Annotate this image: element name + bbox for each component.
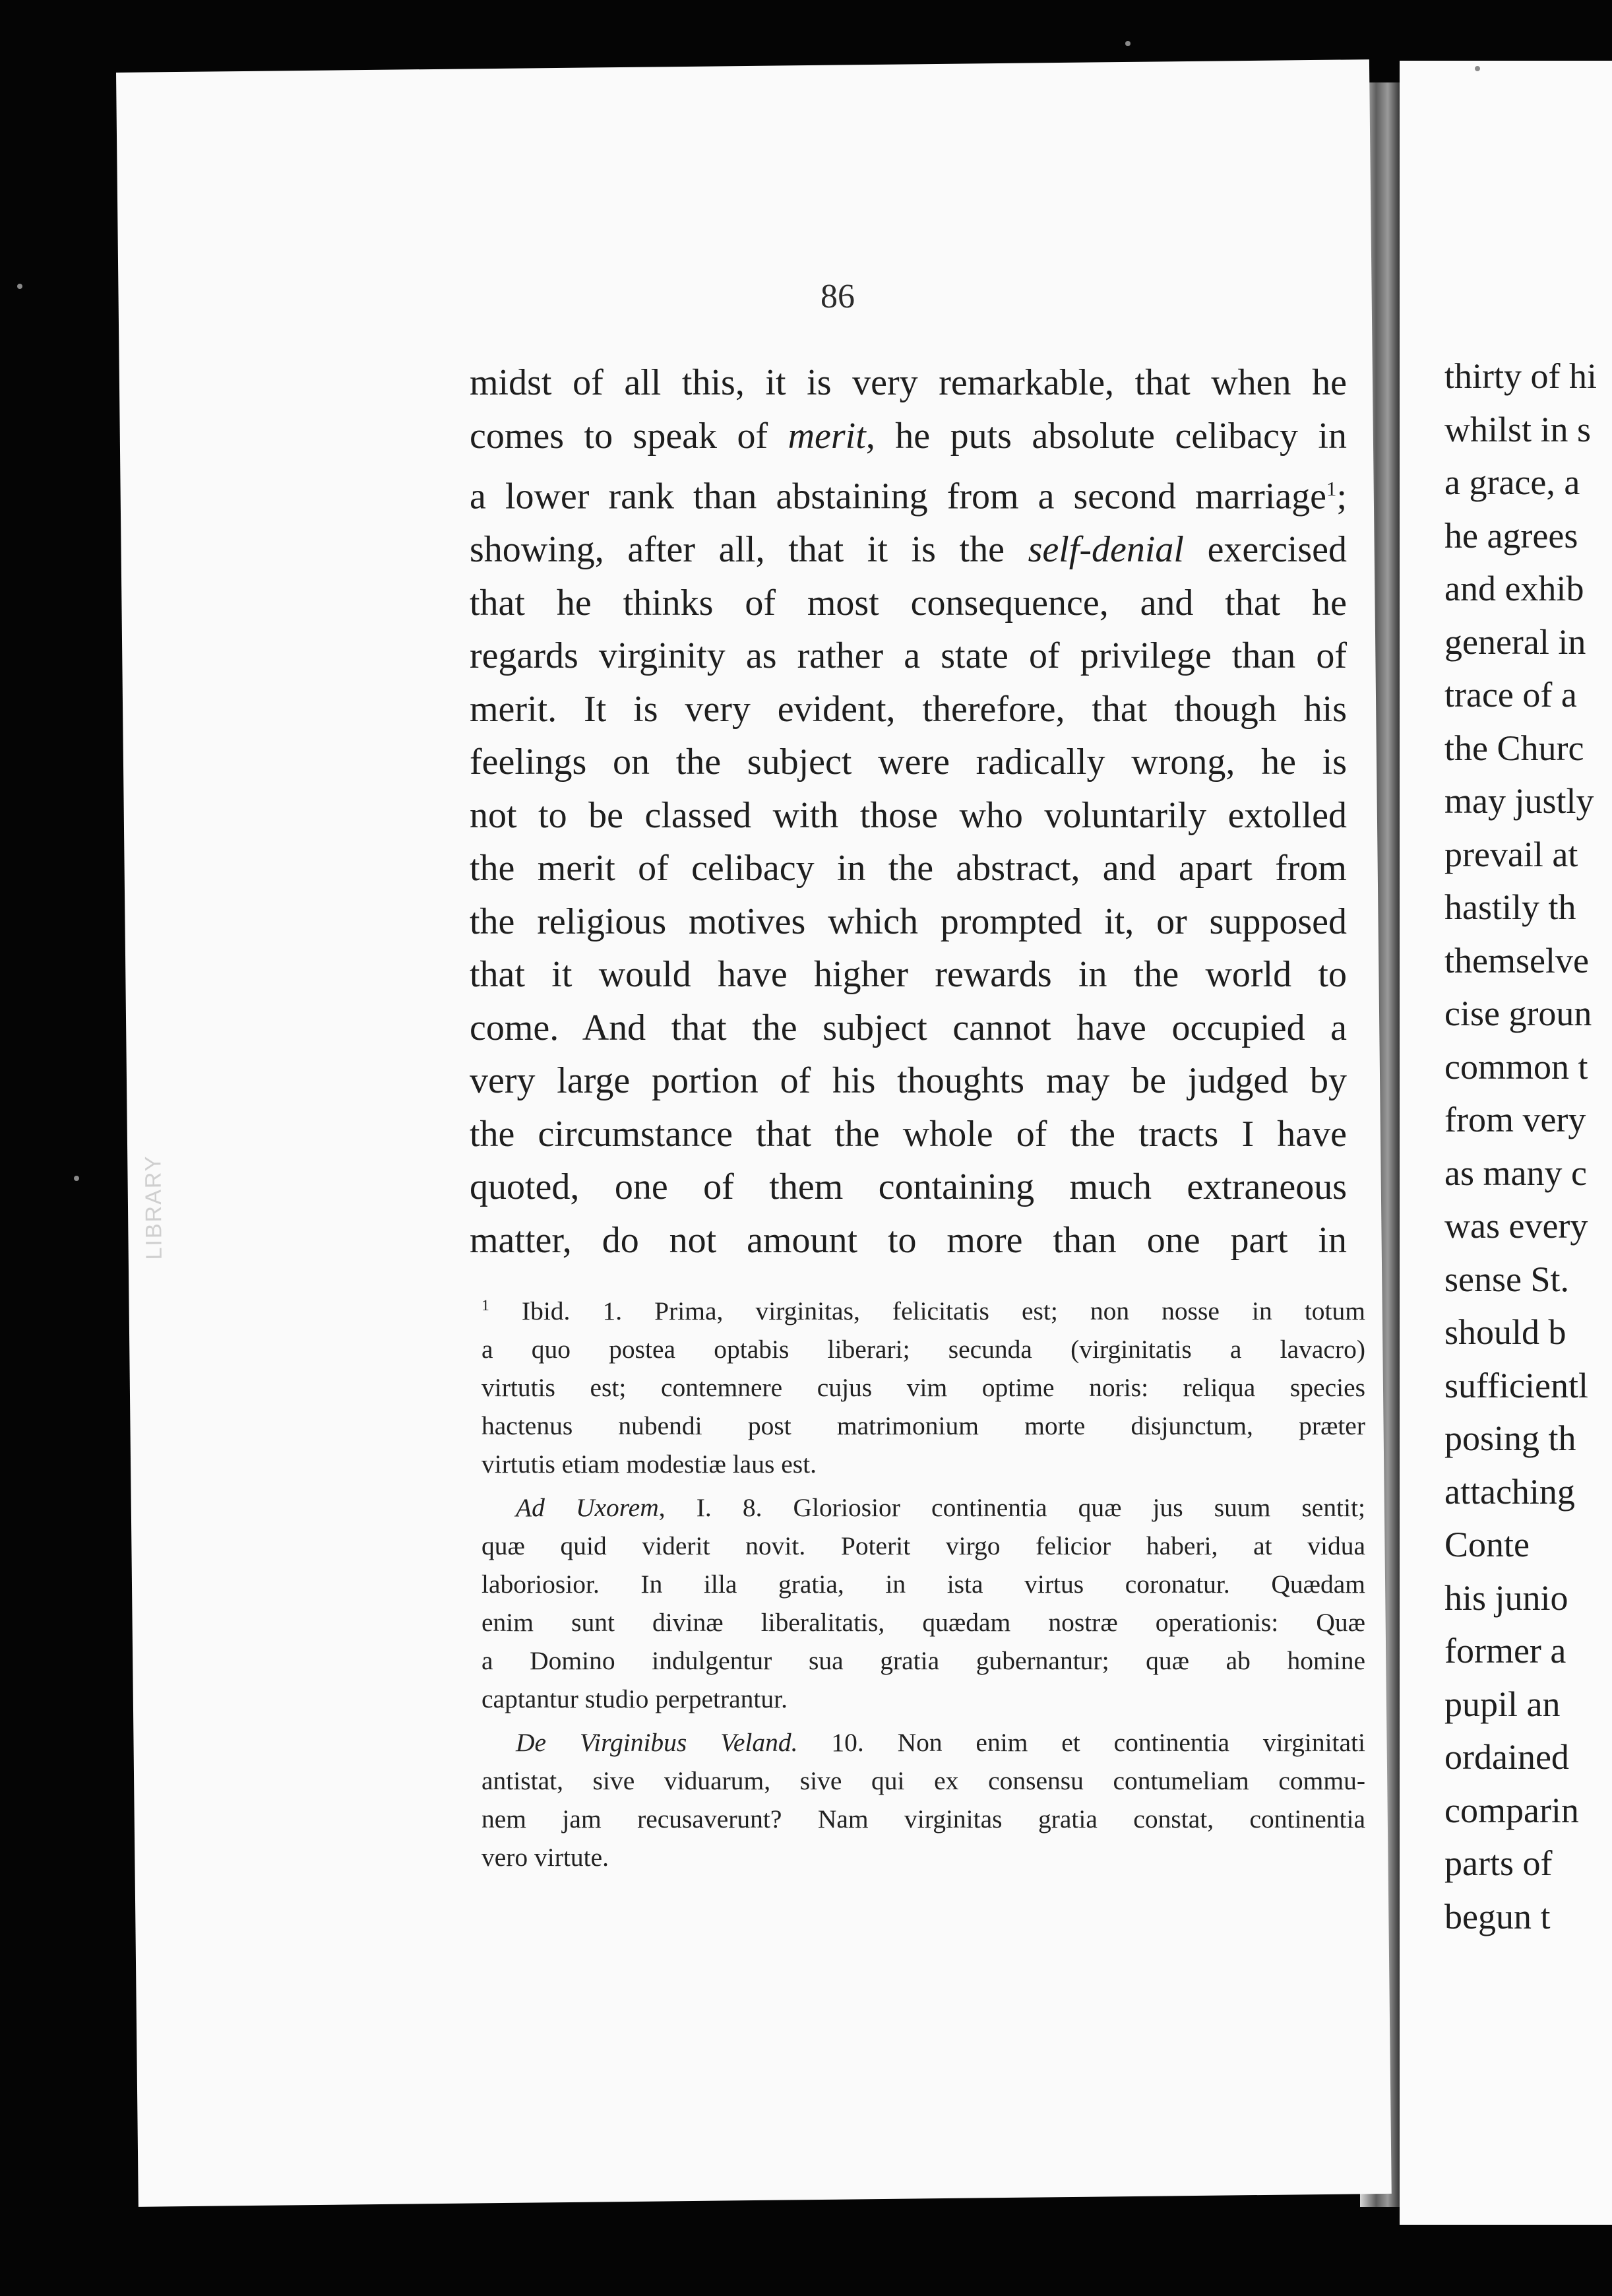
- facing-page-line: comparin: [1444, 1790, 1579, 1830]
- facing-page-line: themselve: [1444, 940, 1589, 980]
- text-run: comes to speak of: [470, 415, 788, 457]
- text-line: [470, 736, 1347, 789]
- facing-page-line: posing th: [1444, 1419, 1576, 1458]
- text-run: that he thinks of most consequence, and that he: [470, 582, 1347, 623]
- speck: [17, 284, 22, 289]
- footnote-line: [481, 1762, 1365, 1800]
- text-run: come. And that the subject cannot have occupied a: [470, 1007, 1347, 1048]
- facing-page-line: as many c: [1444, 1153, 1587, 1193]
- footnote-line: [481, 1680, 1365, 1718]
- text-run: quoted, one of them containing much extraneous: [470, 1166, 1347, 1208]
- text-run: very large portion of his thoughts may be judged by: [470, 1060, 1347, 1102]
- facing-page-line: prevail at: [1444, 834, 1578, 874]
- text-line: [470, 523, 1347, 577]
- facing-page-line: sufficientl: [1444, 1365, 1588, 1405]
- text-run: the religious motives which prompted it, or supposed: [470, 901, 1347, 942]
- text-run: exercised: [1183, 529, 1347, 571]
- text-run: , I. 8. Gloriosior continentia quæ jus suum sentit;: [658, 1493, 1365, 1523]
- footnote-line: [481, 1527, 1365, 1565]
- footnote-line: [481, 1838, 1365, 1876]
- text-run: quæ quid viderit novit. Poterit virgo felicior haberi, at vidua: [481, 1531, 1365, 1561]
- facing-page-line: sense St.: [1444, 1259, 1569, 1299]
- facing-page-line: ordained: [1444, 1737, 1569, 1777]
- footnote-line: [481, 1330, 1365, 1368]
- footnote-line: [481, 1642, 1365, 1680]
- facing-page-line: from very: [1444, 1100, 1586, 1139]
- italic-run: De Virginibus Veland.: [516, 1728, 798, 1758]
- text-run: the circumstance that the whole of the tracts I have: [470, 1113, 1347, 1155]
- facing-page-line: Conte: [1444, 1525, 1530, 1564]
- text-run: hactenus nubendi post matrimonium morte disjunctum, præter: [481, 1411, 1365, 1441]
- text-run: that it would have higher rewards in the world to: [470, 954, 1347, 996]
- facing-page-line: was every: [1444, 1206, 1588, 1246]
- text-run: captantur studio perpetrantur.: [481, 1684, 788, 1714]
- facing-page-line: and exhib: [1444, 569, 1584, 608]
- footnote-line: [481, 1445, 1365, 1483]
- facing-page-line: former a: [1444, 1631, 1566, 1671]
- footnote-line: [481, 1488, 1365, 1527]
- text-line: [470, 1214, 1347, 1267]
- text-line: [470, 789, 1347, 843]
- facing-page-line: he agrees: [1444, 515, 1578, 556]
- text-run: antistat, sive viduarum, sive qui ex consensu contumeliam commu-: [481, 1766, 1365, 1796]
- italic-run: self-denial: [1028, 529, 1184, 571]
- facing-page-line: thirty of hi: [1444, 356, 1597, 396]
- text-run: laboriosior. In illa gratia, in ista virtus coronatur. Quædam: [481, 1570, 1365, 1599]
- paragraph-gap: [481, 1718, 1365, 1723]
- library-stamp: LIBRARY: [140, 1155, 167, 1260]
- footnote-line: [481, 1287, 1365, 1330]
- speck: [1475, 66, 1480, 71]
- facing-page-line: begun t: [1444, 1896, 1551, 1936]
- paragraph-gap: [481, 1483, 1365, 1488]
- facing-page-line: trace of a: [1444, 675, 1577, 715]
- text-line: [470, 1161, 1347, 1214]
- text-run: nem jam recusaverunt? Nam virginitas gratia constat, continentia: [481, 1804, 1365, 1834]
- text-line: [470, 842, 1347, 895]
- text-run: regards virginity as rather a state of privilege than of: [470, 635, 1347, 677]
- text-run: matter, do not amount to more than one part in: [470, 1219, 1347, 1261]
- text-line: [470, 683, 1347, 736]
- footnotes-block: [481, 1287, 1365, 1876]
- facing-page-line: may justly: [1444, 781, 1594, 821]
- italic-run: merit: [788, 415, 866, 457]
- footnote-line: [481, 1407, 1365, 1445]
- page-number: 86: [821, 278, 855, 315]
- text-run: a quo postea optabis liberari; secunda (virginitatis a lavacro): [481, 1335, 1365, 1364]
- text-run: , he puts absolute celibacy in: [865, 415, 1347, 457]
- text-run: midst of all this, it is very remarkable, that when he: [470, 362, 1347, 403]
- text-line: [470, 1054, 1347, 1108]
- footnote-line: [481, 1603, 1365, 1642]
- text-line: [470, 356, 1347, 410]
- text-line: [470, 895, 1347, 949]
- facing-page-line: cise groun: [1444, 994, 1592, 1033]
- text-run: not to be classed with those who voluntarily extolled: [470, 794, 1347, 836]
- text-run: vero virtute.: [481, 1843, 609, 1872]
- text-run: 10. Non enim et continentia virginitati: [797, 1728, 1365, 1758]
- text-run: virtutis est; contemnere cujus vim optime noris: reliqua species: [481, 1373, 1365, 1403]
- facing-page-line: a grace, a: [1444, 462, 1580, 502]
- text-run: a Domino indulgentur sua gratia gubernantur; quæ ab homine: [481, 1646, 1365, 1676]
- footnote-marker: 1: [1326, 478, 1337, 500]
- italic-run: Ad Uxorem: [516, 1493, 659, 1523]
- text-line: [470, 1002, 1347, 1055]
- text-line: [470, 1108, 1347, 1161]
- footnote-line: [481, 1565, 1365, 1603]
- facing-page-line: attaching: [1444, 1471, 1575, 1512]
- text-run: virtutis etiam modestiæ laus est.: [481, 1450, 817, 1479]
- footnote-marker: 1: [481, 1297, 489, 1314]
- main-text-block: [470, 356, 1347, 1267]
- text-line: [470, 410, 1347, 463]
- text-line: [470, 462, 1347, 523]
- text-run: the merit of celibacy in the abstract, and apart from: [470, 848, 1347, 889]
- text-line: [470, 629, 1347, 683]
- text-run: a lower rank than abstaining from a second marriage: [470, 476, 1327, 517]
- facing-page-line: hastily th: [1444, 887, 1576, 927]
- speck: [1125, 41, 1131, 46]
- footnote-line: [481, 1723, 1365, 1762]
- text-run: merit. It is very evident, therefore, that though his: [470, 688, 1347, 730]
- text-run: showing, after all, that it is the: [470, 529, 1028, 571]
- text-run: Ibid. 1. Prima, virginitas, felicitatis est; non nosse in totum: [489, 1296, 1365, 1326]
- facing-page-line: his junio: [1444, 1578, 1568, 1618]
- facing-page-line: common t: [1444, 1046, 1588, 1087]
- text-run: ;: [1336, 476, 1347, 517]
- facing-page-line: general in: [1444, 622, 1586, 662]
- text-run: enim sunt divinæ liberalitatis, quædam nostræ operationis: Quæ: [481, 1608, 1365, 1638]
- footnote-line: [481, 1368, 1365, 1407]
- facing-page-text: [1444, 350, 1612, 1943]
- facing-page-line: should b: [1444, 1312, 1566, 1352]
- text-line: [470, 577, 1347, 630]
- facing-page-line: parts of: [1444, 1843, 1553, 1883]
- speck: [74, 1176, 79, 1181]
- facing-page-line: the Churc: [1444, 728, 1584, 768]
- text-run: feelings on the subject were radically wrong, he is: [470, 742, 1347, 783]
- footnote-line: [481, 1800, 1365, 1838]
- text-line: [470, 948, 1347, 1002]
- facing-page-line: whilst in s: [1444, 409, 1592, 449]
- facing-page-line: pupil an: [1444, 1684, 1561, 1724]
